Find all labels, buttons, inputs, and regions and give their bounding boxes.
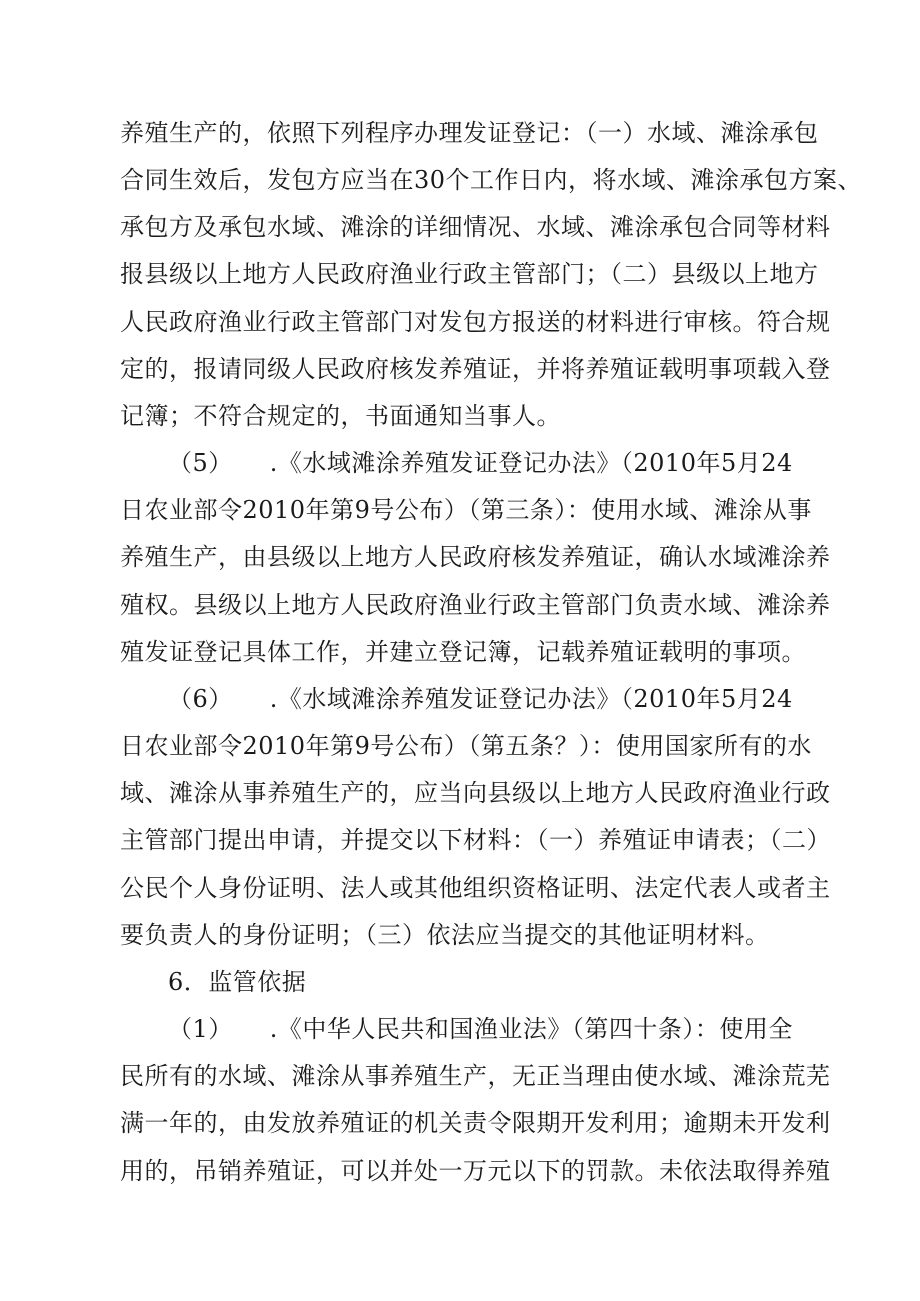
text-line: 定的，报请同级人民政府核发养殖证，并将养殖证载明事项载入登 bbox=[120, 355, 831, 383]
item-6-heading: （6） .《水域滩涂养殖发证登记办法》（2010年5月24 bbox=[168, 685, 793, 713]
item-1-heading: （1） .《中华人民共和国渔业法》（第四十条）：使用全 bbox=[168, 1015, 793, 1043]
text-line: 公民个人身份证明、法人或其他组织资格证明、法定代表人或者主 bbox=[120, 874, 831, 902]
text-line: 殖权。县级以上地方人民政府渔业行政主管部门负责水域、滩涂养 bbox=[120, 591, 831, 619]
text-line: 记簿；不符合规定的，书面通知当事人。 bbox=[120, 402, 561, 430]
item-5-heading: （5） .《水域滩涂养殖发证登记办法》（2010年5月24 bbox=[168, 449, 793, 477]
text-line: 要负责人的身份证明；（三）依法应当提交的其他证明材料。 bbox=[120, 921, 770, 949]
text-line: 日农业部令2010年第9号公布）（第五条？）：使用国家所有的水 bbox=[120, 732, 812, 760]
text-line: 报县级以上地方人民政府渔业行政主管部门；（二）县级以上地方 bbox=[120, 260, 819, 288]
text-line: 满一年的，由发放养殖证的机关责令限期开发利用；逾期未开发利 bbox=[120, 1109, 831, 1137]
section-heading-6: 6．监管依据 bbox=[168, 968, 307, 996]
text-line: 养殖生产，由县级以上地方人民政府核发养殖证，确认水域滩涂养 bbox=[120, 543, 831, 571]
text-line: 承包方及承包水域、滩涂的详细情况、水域、滩涂承包合同等材料 bbox=[120, 213, 831, 241]
text-line: 人民政府渔业行政主管部门对发包方报送的材料进行审核。符合规 bbox=[120, 308, 831, 336]
text-line: 殖发证登记具体工作，并建立登记簿，记载养殖证载明的事项。 bbox=[120, 638, 806, 666]
text-line: 主管部门提出申请，并提交以下材料：（一）养殖证申请表；（二） bbox=[120, 826, 831, 854]
text-line: 域、滩涂从事养殖生产的，应当向县级以上地方人民政府渔业行政 bbox=[120, 779, 831, 807]
text-line: 民所有的水域、滩涂从事养殖生产，无正当理由使水域、滩涂荒芜 bbox=[120, 1062, 831, 1090]
text-line: 养殖生产的，依照下列程序办理发证登记：（一）水域、滩涂承包 bbox=[120, 119, 819, 147]
text-line: 日农业部令2010年第9号公布）（第三条）：使用水域、滩涂从事 bbox=[120, 496, 812, 524]
text-line: 用的，吊销养殖证，可以并处一万元以下的罚款。未依法取得养殖 bbox=[120, 1157, 831, 1185]
text-line: 合同生效后，发包方应当在30个工作日内，将水域、滩涂承包方案、 bbox=[120, 166, 863, 194]
